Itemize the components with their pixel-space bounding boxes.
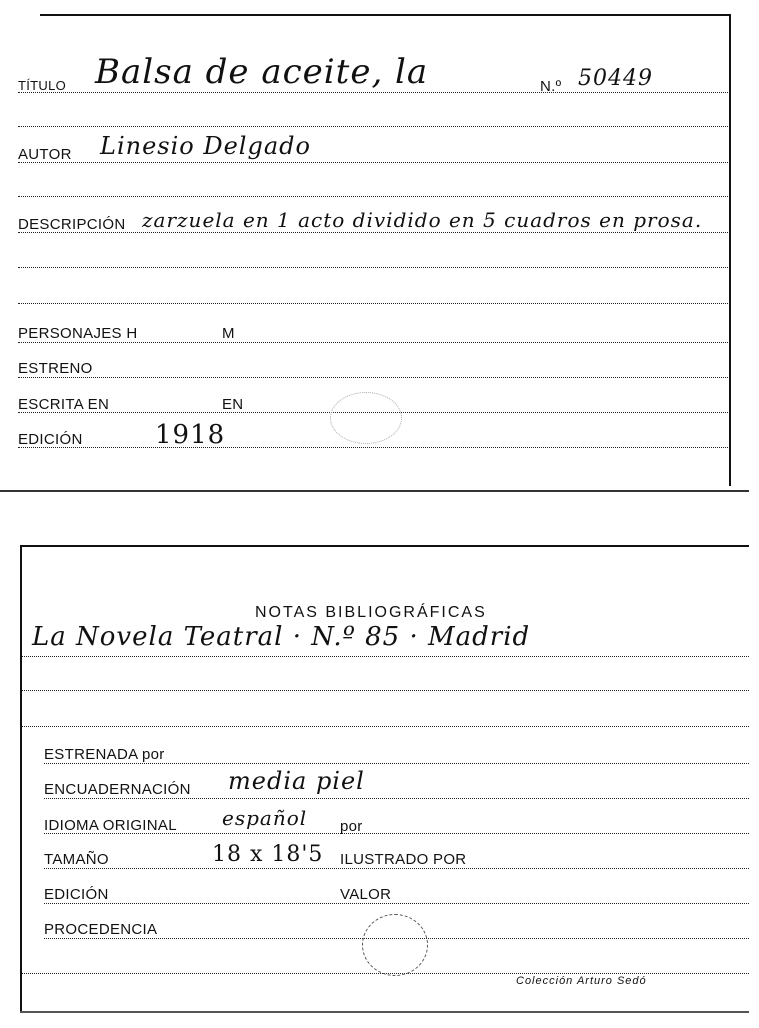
- ilustrado-label: ILUSTRADO POR: [340, 851, 467, 868]
- autor-label: AUTOR: [18, 146, 72, 163]
- tamano-value: 18 x 18'5: [212, 842, 324, 867]
- card1-line-2: [18, 126, 728, 127]
- numero-value: 50449: [578, 66, 653, 91]
- personajes-label: PERSONAJES H: [18, 325, 138, 342]
- escrita-en-label: ESCRITA EN: [18, 396, 110, 413]
- titulo-label: TÍTULO: [18, 78, 67, 93]
- card1-top-border: [40, 14, 730, 16]
- card2-line-3: [22, 726, 749, 727]
- descripcion-label: DESCRIPCIÓN: [18, 216, 126, 233]
- descripcion-value: zarzuela en 1 acto dividido en 5 cuadros en prosa.: [142, 208, 703, 232]
- personajes-m-label: M: [222, 325, 235, 342]
- card1-line-4: [18, 196, 728, 197]
- tamano-line: [44, 868, 749, 869]
- valor-label: VALOR: [340, 886, 392, 903]
- titulo-value: Balsa de aceite, la: [95, 52, 429, 92]
- edicion-line: [18, 447, 728, 448]
- estrenada-line: [44, 763, 749, 764]
- stamp-circle: [362, 914, 428, 976]
- card2-left-border: [20, 545, 22, 1013]
- notas-heading: NOTAS BIBLIOGRÁFICAS: [255, 604, 487, 621]
- card1-line-6: [18, 267, 728, 268]
- idioma-line: [44, 833, 749, 834]
- edicion2-line: [44, 903, 749, 904]
- estreno-label: ESTRENO: [18, 360, 93, 377]
- card2-bottom-border: [20, 1011, 749, 1013]
- idioma-value: español: [222, 806, 308, 830]
- card1-line-7: [18, 303, 728, 304]
- card1-bottom-border: [0, 490, 749, 492]
- por-label: por: [340, 818, 363, 835]
- autor-value: Linesio Delgado: [100, 132, 311, 160]
- personajes-line: [18, 342, 728, 343]
- procedencia-label: PROCEDENCIA: [44, 921, 158, 938]
- en-label: EN: [222, 396, 244, 413]
- card1-right-border: [729, 14, 731, 486]
- encuadernacion-line: [44, 798, 749, 799]
- edicion-value: 1918: [155, 420, 226, 450]
- tamano-label: TAMAÑO: [44, 851, 109, 868]
- estreno-line: [18, 377, 728, 378]
- notas-value: La Novela Teatral · N.º 85 · Madrid: [32, 622, 531, 652]
- autor-line: [18, 162, 728, 163]
- card2-top-border: [20, 545, 749, 547]
- card2-line-2: [22, 690, 749, 691]
- edicion2-label: EDICIÓN: [44, 886, 109, 903]
- encuadernacion-label: ENCUADERNACIÓN: [44, 781, 191, 798]
- encuadernacion-value: media piel: [228, 767, 365, 795]
- stamp-smudge: [330, 392, 402, 444]
- estrenada-label: ESTRENADA por: [44, 746, 165, 763]
- card2-line-1: [22, 656, 749, 657]
- descripcion-line: [18, 232, 728, 233]
- titulo-line: [18, 92, 728, 93]
- idioma-label: IDIOMA ORIGINAL: [44, 817, 177, 834]
- numero-label: N.º: [540, 78, 562, 95]
- edicion-label: EDICIÓN: [18, 431, 83, 448]
- collection-credit: Colección Arturo Sedó: [516, 975, 647, 987]
